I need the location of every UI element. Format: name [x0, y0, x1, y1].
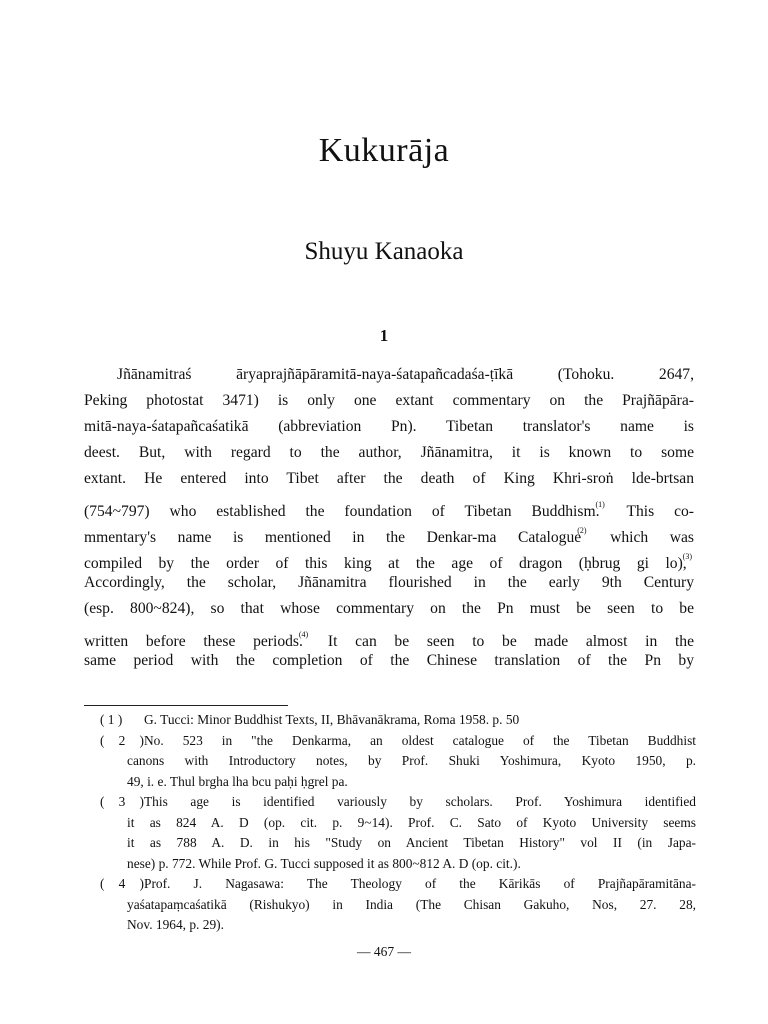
section-number: 1 [379, 326, 389, 345]
footnote-ref[interactable]: (4) [298, 630, 309, 639]
footnote-line [100, 874, 696, 895]
footnote-text: No. 523 in "the Denkarma, an oldest catalogue of the Tibetan Buddhist [144, 732, 696, 748]
footnote-number: ( 4 ) [100, 876, 144, 891]
footnote-line: it as 788 A. D. in his "Study on Ancient Tibetan History" vol II (in Japa- [127, 835, 696, 850]
footnote-text: G. Tucci: Minor Buddhist Texts, II, Bhāvanākrama, Roma 1958. p. 50 [144, 712, 520, 727]
body-line [84, 518, 694, 544]
footnote-text: Prof. J. Nagasawa: The Theology of the Kārikās of Prajñapāramitāna- [144, 876, 696, 891]
footnote-line [100, 731, 696, 752]
footnote-number: ( 2 ) [100, 732, 144, 748]
body-line: deest. But, with regard to the author, Jñānamitra, it is known to some [84, 444, 694, 461]
footnote-line: yaśatapaṃcaśatikā (Rishukyo) in India (The Chisan Gakuho, Nos, 27. 28, [127, 896, 696, 912]
footnote-line: nese) p. 772. While Prof. G. Tucci supposed it as 800~812 A. D (op. cit.). [127, 855, 521, 871]
footnote-divider [84, 705, 288, 706]
body-line: mitā-naya-śatapañcaśatikā (abbreviation Pn). Tibetan translator's name is [84, 418, 694, 435]
footnote-number: ( 3 ) [100, 794, 144, 809]
footnote-ref[interactable]: (1) [595, 500, 605, 509]
footnote-ref[interactable]: (3) [682, 552, 692, 561]
footnote-line [100, 710, 696, 731]
paper-title: Kukurāja [318, 132, 450, 169]
body-line: Jñānamitraś āryaprajñāpāramitā-naya-śatapañcadaśa-ṭīkā (Tohoku. 2647, [117, 366, 694, 383]
footnote-line: 49, i. e. Thul brgha lha bcu paḥi ḥgrel pa. [127, 773, 348, 789]
footnote-line: Nov. 1964, p. 29). [127, 917, 224, 932]
footnotes [100, 710, 696, 936]
body-line [84, 622, 694, 648]
author-name: Shuyu Kanaoka [304, 238, 464, 265]
body-paragraph [84, 362, 694, 674]
footnote-line [100, 792, 696, 813]
body-text-segment: mmentary's name is mentioned in the Denkar-ma Catalogue [84, 529, 582, 546]
body-line [84, 492, 694, 518]
body-text-segment: which was [610, 529, 694, 546]
body-line: extant. He entered into Tibet after the death of King Khri-sroṅ lde-brtsan [84, 470, 694, 487]
body-line: (esp. 800~824), so that whose commentary on the Pn must be seen to be [84, 600, 694, 617]
body-text-segment: compiled by the order of this king at the age of dragon (ḥbrug gi lo), [84, 555, 687, 572]
body-line: Accordingly, the scholar, Jñānamitra flourished in the early 9th Century [84, 574, 694, 591]
body-text-segment: It can be seen to be made almost in the [327, 633, 695, 650]
footnote-text: This age is identified variously by scholars. Prof. Yoshimura identified [144, 794, 696, 809]
body-text-segment: written before these periods. [84, 633, 303, 650]
footnote-line: canons with Introductory notes, by Prof. Shuki Yoshimura, Kyoto 1950, p. [127, 753, 696, 768]
footnote-number: ( 1 ) [100, 712, 123, 727]
page-number: — 467 — [357, 944, 411, 959]
body-line [84, 544, 694, 570]
body-line: same period with the completion of the Chinese translation of the Pn by [84, 652, 694, 669]
body-text-segment: This co- [626, 503, 694, 520]
body-line: Peking photostat 3471) is only one extant commentary on the Prajñāpāra- [84, 392, 694, 409]
footnote-ref[interactable]: (2) [577, 526, 587, 535]
footnote-line: it as 824 A. D (op. cit. p. 9~14). Prof. C. Sato of Kyoto University seems [127, 814, 696, 830]
body-text-segment: (754~797) who established the foundation of Tibetan Buddhism. [84, 503, 600, 520]
